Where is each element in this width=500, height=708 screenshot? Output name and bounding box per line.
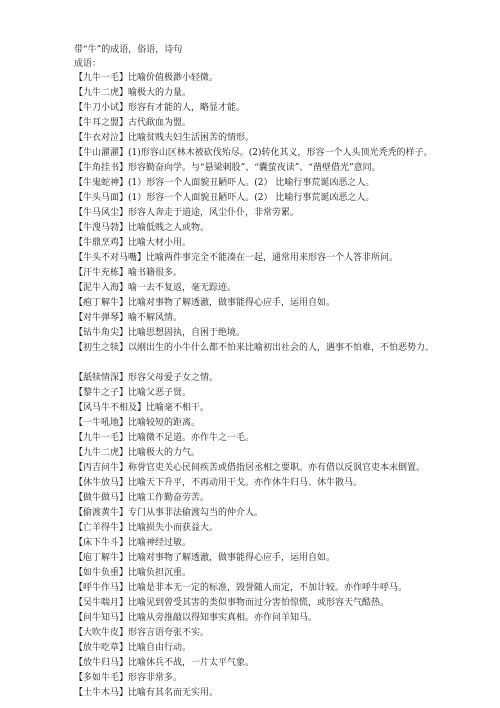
idiom-entry: 【钻牛角尖】比喻思想固执，自困于绝境。 xyxy=(74,328,246,338)
idiom-entry: 【疱丁解牛】比喻对事物了解透澈，做事能得心应手，运用自如。 xyxy=(74,298,336,308)
section-label: 成语： xyxy=(74,59,102,69)
idiom-entry: 【舐犊情深】形容父母爱子女之情。 xyxy=(74,373,219,383)
idiom-entry: 【大吹牛皮】形容言语夸张不实。 xyxy=(74,628,210,638)
idiom-entry: 【呼牛作马】比喻是非本无一定的标准，毁誉随人而定，不加计较。亦作呼牛呼马。 xyxy=(74,583,408,593)
idiom-entry: 【对牛弹琴】喻不解风情。 xyxy=(74,313,183,323)
idiom-entry: 【如牛负重】比喻负担沉重。 xyxy=(74,568,192,578)
idiom-entry: 【牛山濯濯】(1)形容山区林木被砍伐殆尽。(2)转化其义，形容一个人头顶光秃秃的样子。 xyxy=(74,148,433,158)
idiom-entry: 【牛衣对泣】比喻贫贱夫妇生活困苦的情形。 xyxy=(74,133,255,143)
idiom-entry: 【牛头马面】(1）形容一个人面貌丑陋吓人。(2） 比喻行事荒诞凶恶之人。 xyxy=(74,193,375,203)
idiom-entry: 【庖丁解牛】比喻对事物了解透澈，做事能得心应手，运用自如。 xyxy=(74,553,336,563)
idiom-entry: 【泥牛入海】喻一去不复返，毫无踪迹。 xyxy=(74,283,237,293)
idiom-entry: 【一牛吼地】比喻较短的距离。 xyxy=(74,418,201,428)
idiom-entry: 【黎牛之子】比喻父恶子贤。 xyxy=(74,388,192,398)
section-gap xyxy=(74,356,480,371)
idiom-entry: 【九牛一毛】比喻价值极渺小轻微。 xyxy=(74,73,219,83)
idiom-list xyxy=(74,71,480,701)
idiom-entry: 【初生之犊】以刚出生的小牛什么都不怕来比喻初出社会的人，遇事不怕难，不怕恶势力。 xyxy=(74,343,435,353)
idiom-entry: 【丙吉问牛】称誉官吏关心民间疾苦或借指居丞相之要职。亦有借以反讽官吏本末倒置。 xyxy=(74,463,426,473)
idiom-entry: 【放牛归马】比喻休兵不战，一片太平气象。 xyxy=(74,658,255,668)
idiom-entry: 【汗牛充栋】喻书籍很多。 xyxy=(74,268,183,278)
idiom-entry: 【吴牛喘月】比喻见到曾受其害的类似事物而过分害怕惊慌，或形容天气酷热。 xyxy=(74,598,390,608)
idiom-entry: 【牛鬼蛇神】(1）形容一个人面貌丑陋吓人。(2） 比喻行事荒诞凶恶之人。 xyxy=(74,178,375,188)
idiom-entry: 【多如牛毛】形容非常多。 xyxy=(74,673,183,683)
idiom-entry: 【放牛吃草】比喻自由行动。 xyxy=(74,643,192,653)
idiom-entry: 【牛马风尘】形容人奔走于道途，风尘仆仆，非常劳累。 xyxy=(74,208,300,218)
idiom-entry: 【风马牛不相及】比喻毫不相干。 xyxy=(74,403,210,413)
document-title: 带“牛”的成语，俗语，诗句 xyxy=(74,45,183,55)
idiom-entry: 【做牛做马】比喻工作勤奋劳苦。 xyxy=(74,493,210,503)
idiom-entry: 【牛头不对马嘴】比喻两件事完全不能凑在一起，通常用来形容一个人答非所问。 xyxy=(74,253,399,263)
idiom-entry: 【牛刀小试】形容有才能的人，略显才能。 xyxy=(74,103,246,113)
idiom-entry: 【牛角挂书】形容勤奋向学。与“悬梁刺股”、“囊萤夜读”、“凿壁借光”意同。 xyxy=(74,163,381,173)
idiom-entry: 【牛鼎烹鸡】比喻大材小用。 xyxy=(74,238,192,248)
idiom-entry: 【九牛一毛】比喻微不足道。亦作牛之一毛。 xyxy=(74,433,255,443)
idiom-entry: 【土牛木马】比喻有其名而无实用。 xyxy=(74,688,219,698)
idiom-entry: 【牛溲马勃】比喻低贱之人或物。 xyxy=(74,223,210,233)
idiom-entry: 【九牛二虎】比喻极大的力气。 xyxy=(74,448,201,458)
idiom-entry: 【床下牛斗】比喻神经过敏。 xyxy=(74,538,192,548)
idiom-entry: 【亡羊得牛】比喻损失小而获益大。 xyxy=(74,523,219,533)
idiom-entry: 【休牛放马】比喻天下升平，不再动用干戈。亦作休牛归马、休牛散马。 xyxy=(74,478,363,488)
idiom-entry: 【牛耳之盟】古代歃血为盟。 xyxy=(74,118,192,128)
idiom-entry: 【偷渡黄牛】专门从事非法偷渡勾当的仲介人。 xyxy=(74,508,264,518)
idiom-entry: 【问牛知马】比喻从旁推敲以得知事实真相。亦作问羊知马。 xyxy=(74,613,318,623)
idiom-entry: 【九牛二虎】喻极大的力量。 xyxy=(74,88,192,98)
